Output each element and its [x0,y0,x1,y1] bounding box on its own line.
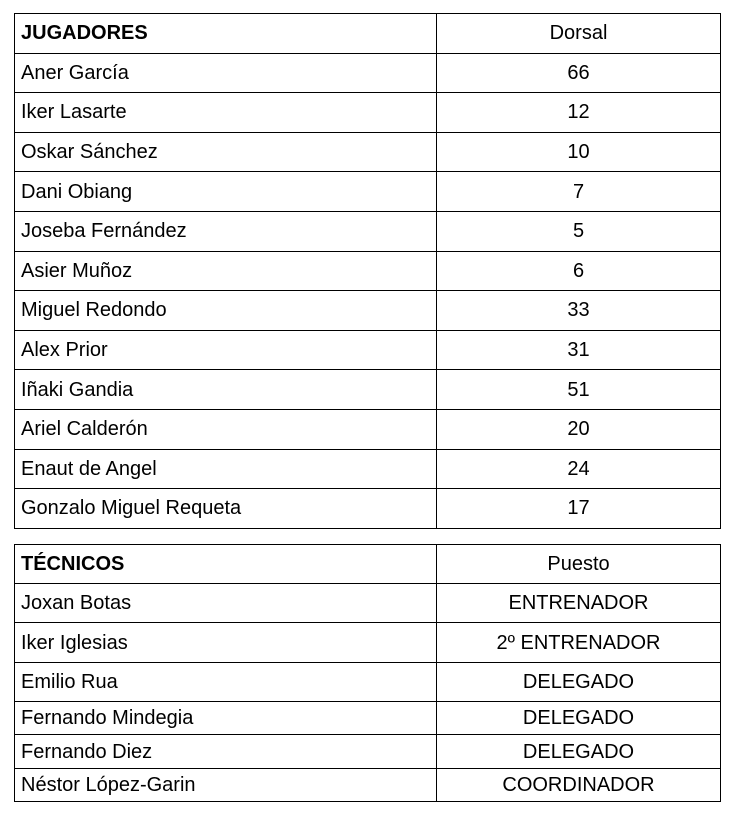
player-name: Aner García [15,53,437,93]
player-number: 17 [437,489,721,529]
staff-name: Néstor López-Garin [15,769,437,802]
staff-header-label: TÉCNICOS [15,545,437,584]
players-header-row [15,14,721,54]
player-name: Asier Muñoz [15,251,437,291]
staff-row [15,663,721,702]
player-row [15,211,721,251]
staff-row [15,769,721,802]
staff-row [15,623,721,663]
player-number: 24 [437,449,721,489]
player-number: 7 [437,172,721,212]
staff-name: Emilio Rua [15,663,437,702]
staff-role: DELEGADO [437,735,721,769]
player-name: Joseba Fernández [15,211,437,251]
player-row [15,489,721,529]
player-number: 6 [437,251,721,291]
staff-name: Iker Iglesias [15,623,437,663]
staff-row [15,735,721,769]
staff-name: Fernando Diez [15,735,437,769]
player-row [15,409,721,449]
player-name: Gonzalo Miguel Requeta [15,489,437,529]
staff-row [15,702,721,735]
staff-role: 2º ENTRENADOR [437,623,721,663]
players-header-label: JUGADORES [15,14,437,54]
player-row [15,172,721,212]
staff-role: DELEGADO [437,663,721,702]
staff-name: Joxan Botas [15,584,437,623]
players-number-header: Dorsal [437,14,721,54]
staff-table [14,544,721,802]
player-row [15,449,721,489]
player-row [15,93,721,133]
player-number: 12 [437,93,721,133]
player-number: 31 [437,330,721,370]
player-row [15,251,721,291]
staff-header-row [15,545,721,584]
player-row [15,291,721,331]
player-name: Iker Lasarte [15,93,437,133]
player-number: 66 [437,53,721,93]
staff-role-header: Puesto [437,545,721,584]
player-number: 33 [437,291,721,331]
players-table [14,13,721,529]
player-number: 10 [437,132,721,172]
staff-role: COORDINADOR [437,769,721,802]
player-name: Oskar Sánchez [15,132,437,172]
player-number: 20 [437,409,721,449]
staff-role: ENTRENADOR [437,584,721,623]
player-name: Miguel Redondo [15,291,437,331]
player-row [15,132,721,172]
player-row [15,53,721,93]
player-name: Dani Obiang [15,172,437,212]
staff-role: DELEGADO [437,702,721,735]
player-name: Ariel Calderón [15,409,437,449]
player-name: Enaut de Angel [15,449,437,489]
player-name: Iñaki Gandia [15,370,437,410]
player-number: 5 [437,211,721,251]
staff-row [15,584,721,623]
player-row [15,330,721,370]
player-number: 51 [437,370,721,410]
staff-name: Fernando Mindegia [15,702,437,735]
player-row [15,370,721,410]
player-name: Alex Prior [15,330,437,370]
